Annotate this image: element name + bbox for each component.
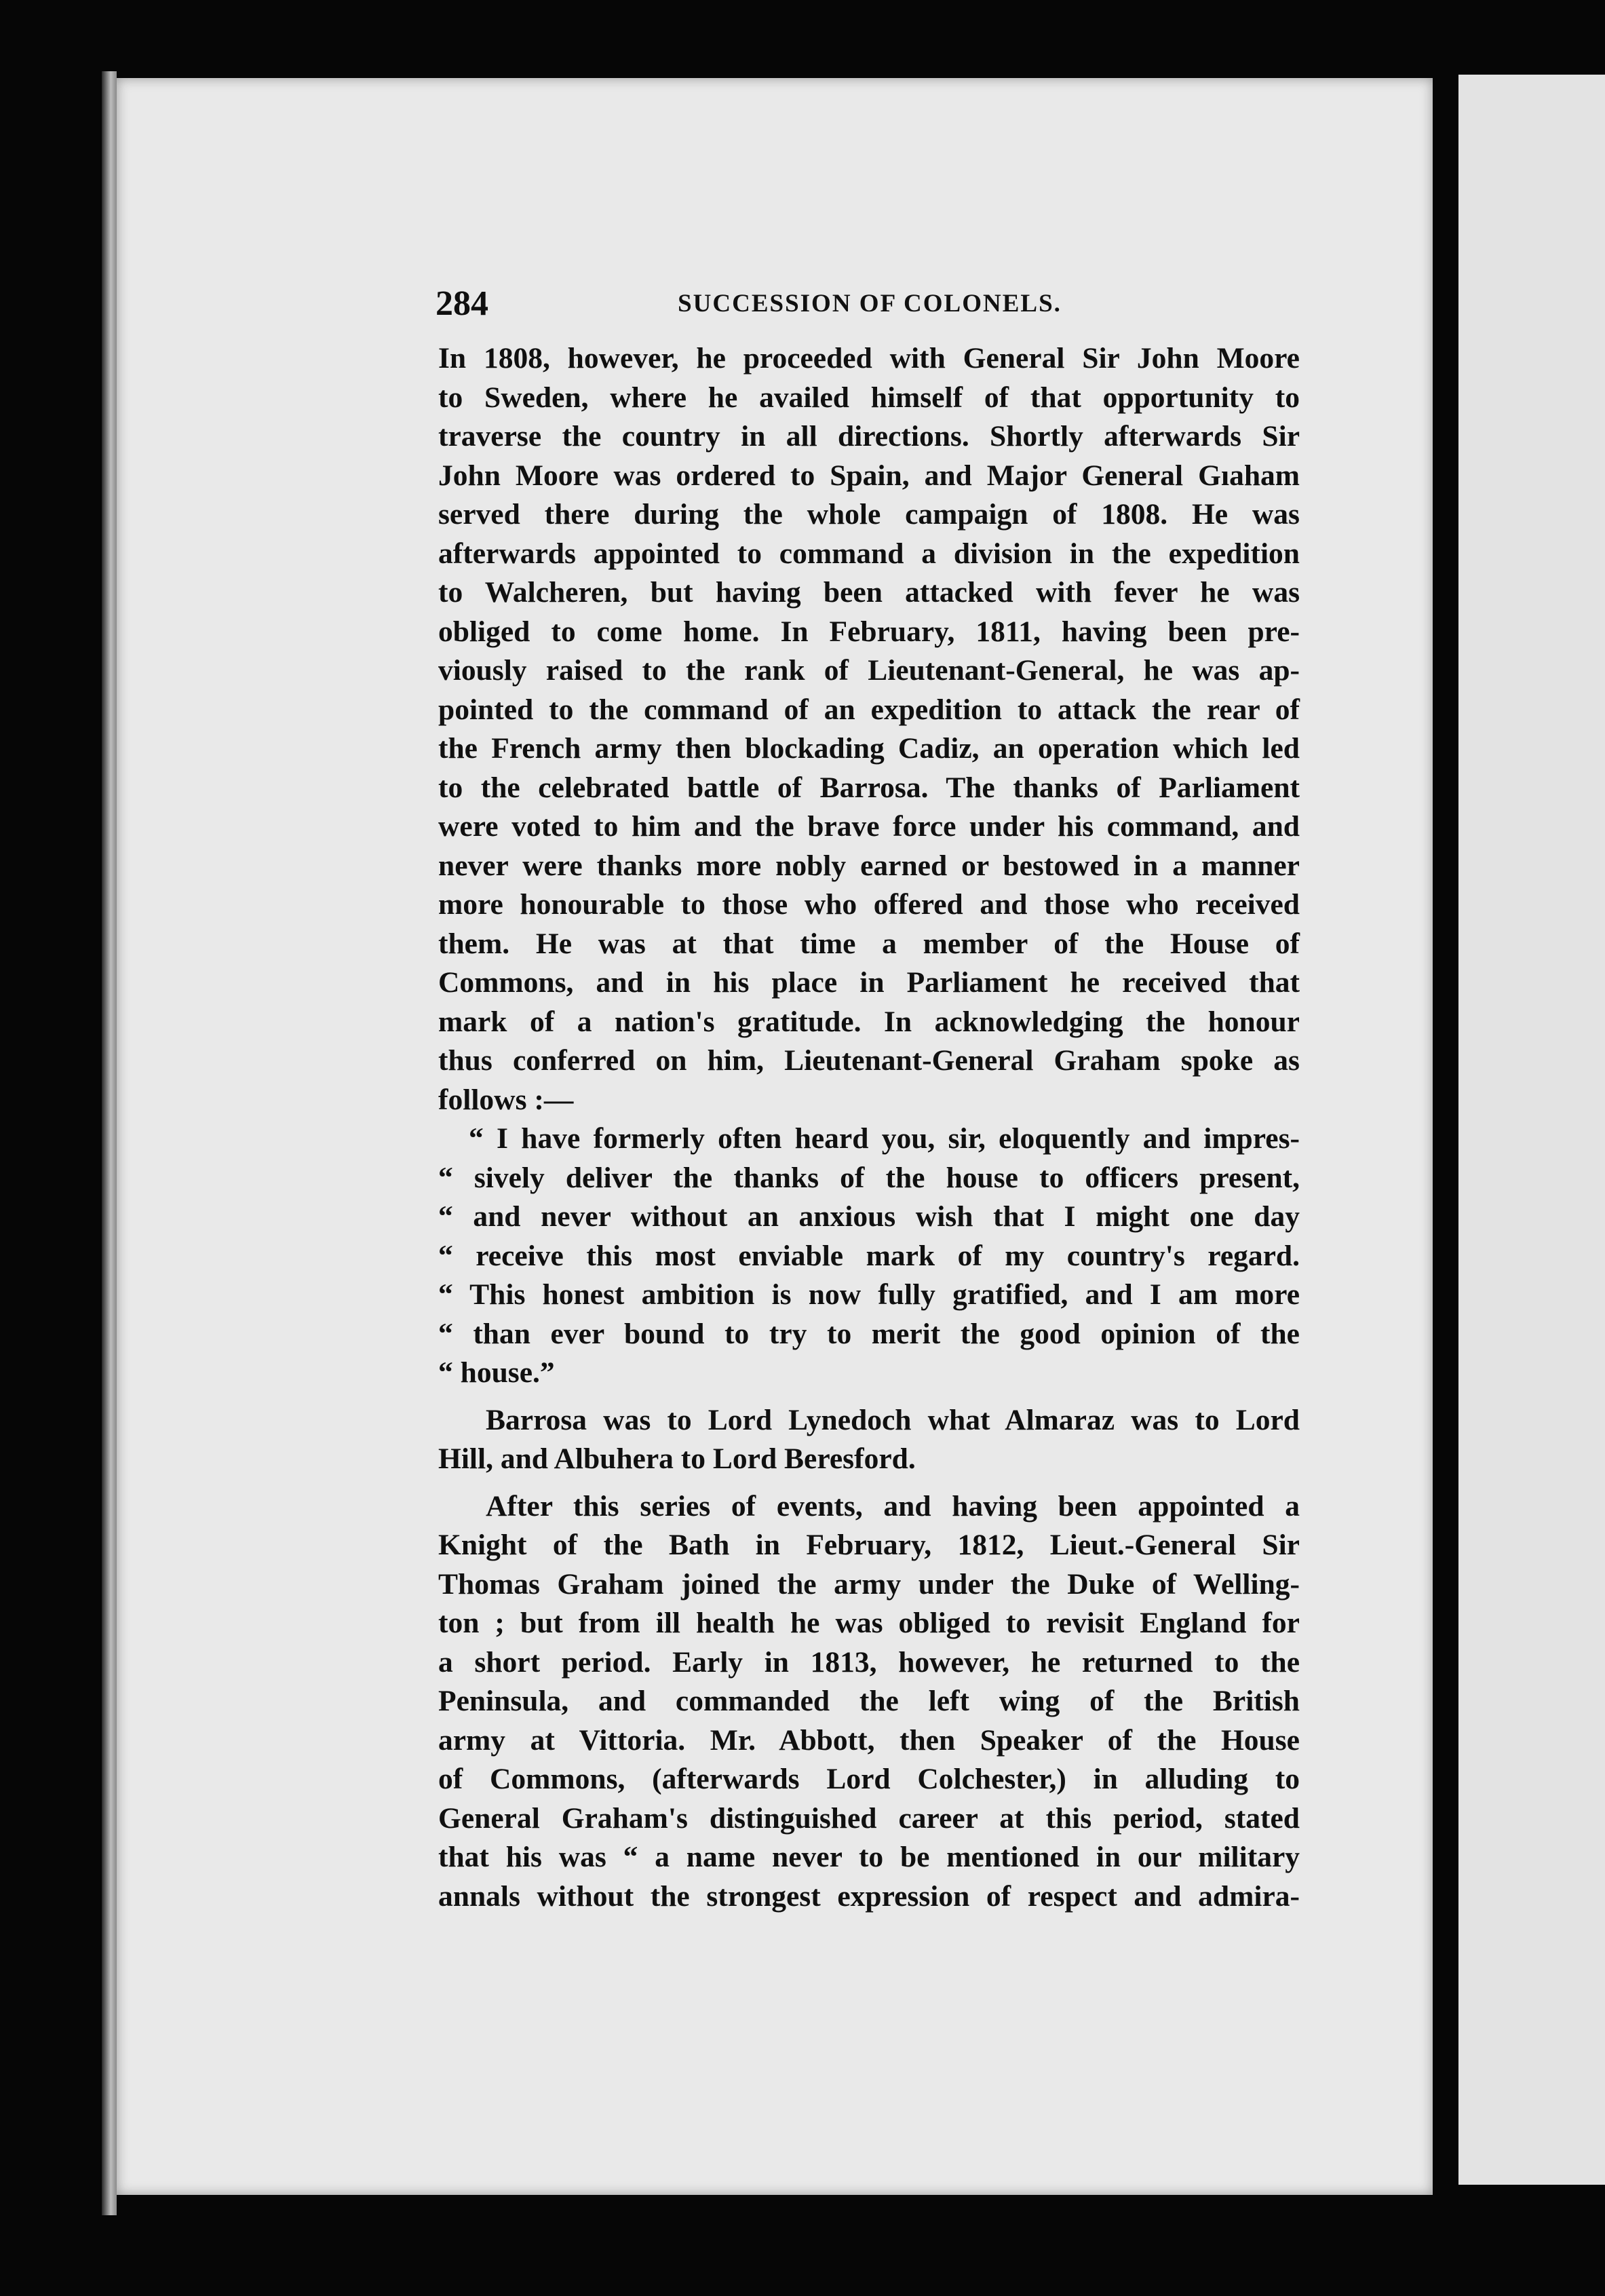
quote-line: “ sively deliver the thanks of the house to officers present, — [438, 1161, 1300, 1194]
text-line: Barrosa was to Lord Lynedoch what Almaraz was to Lord — [486, 1403, 1300, 1436]
text-line: thus conferred on him, Lieutenant-General Graham spoke as — [438, 1044, 1300, 1077]
text-line: Commons, and in his place in Parliament he received that — [438, 966, 1300, 999]
text-line: mark of a nation's gratitude. In acknowledging the honour — [438, 1005, 1300, 1038]
text-line: obliged to come home. In February, 1811, having been pre- — [438, 615, 1300, 648]
text-line: a short period. Early in 1813, however, he returned to the — [438, 1645, 1300, 1679]
text-line: afterwards appointed to command a division in the expedition — [438, 537, 1300, 570]
text-line: to Walcheren, but having been attacked with fever he was — [438, 576, 1300, 609]
text-line: In 1808, however, he proceeded with General Sir John Moore — [438, 342, 1300, 375]
quote-line: “ and never without an anxious wish that I might one day — [438, 1200, 1300, 1233]
text-line: were voted to him and the brave force under his command, and — [438, 810, 1300, 843]
text-line: more honourable to those who offered and those who received — [438, 888, 1300, 921]
text-line: army at Vittoria. Mr. Abbott, then Speaker of the House — [438, 1723, 1300, 1757]
text-line: John Moore was ordered to Spain, and Major General Gıaham — [438, 459, 1300, 492]
quote-line: “ This honest ambition is now fully gratified, and I am more — [438, 1278, 1300, 1311]
text-line: follows :— — [438, 1083, 574, 1116]
quote-line: “ house.” — [438, 1356, 555, 1389]
text-line: ton ; but from ill health he was obliged to revisit England for — [438, 1607, 1300, 1639]
text-line: the French army then blockading Cadiz, an operation which led — [438, 732, 1300, 765]
text-line: of Commons, (afterwards Lord Colchester,) in alluding to — [438, 1763, 1300, 1795]
text-line: pointed to the command of an expedition to attack the rear of — [438, 693, 1300, 726]
page-number: 284 — [436, 284, 488, 323]
text-line: Hill, and Albuhera to Lord Beresford. — [438, 1442, 916, 1475]
text-line: served there during the whole campaign of 1808. He was — [438, 498, 1300, 531]
text-line: traverse the country in all directions. Shortly afterwards Sir — [438, 420, 1300, 453]
paragraph-1 — [438, 339, 1300, 1120]
page-header — [320, 284, 1283, 331]
adjacent-page-edge — [1458, 75, 1605, 2185]
body-text — [438, 339, 1300, 1916]
text-line: Peninsula, and commanded the left wing of the British — [438, 1685, 1300, 1717]
paragraph-3 — [438, 1487, 1300, 1917]
text-line: to Sweden, where he availed himself of that opportunity to — [438, 381, 1300, 414]
text-line: viously raised to the rank of Lieutenant-General, he was ap- — [438, 654, 1300, 687]
quote-line: “ receive this most enviable mark of my country's regard. — [438, 1239, 1300, 1272]
text-line: that his was “ a name never to be mentioned in our military — [438, 1841, 1300, 1873]
text-line: General Graham's distinguished career at this period, stated — [438, 1801, 1300, 1835]
text-line: never were thanks more nobly earned or bestowed in a manner — [438, 849, 1300, 882]
text-line: Thomas Graham joined the army under the Duke of Welling- — [438, 1567, 1300, 1601]
text-line: After this series of events, and having been appointed a — [486, 1489, 1300, 1523]
quote-line: “ than ever bound to try to merit the good opinion of the — [438, 1317, 1300, 1350]
text-line: annals without the strongest expression of respect and admira- — [438, 1879, 1300, 1913]
paragraph-2 — [438, 1401, 1300, 1479]
text-line: to the celebrated battle of Barrosa. The thanks of Parliament — [438, 771, 1300, 804]
text-line: Knight of the Bath in February, 1812, Lieut.-General Sir — [438, 1529, 1300, 1561]
running-title: SUCCESSION OF COLONELS. — [678, 290, 1062, 318]
book-spine-edge — [102, 71, 117, 2215]
block-quote — [438, 1120, 1300, 1393]
text-line: them. He was at that time a member of the House of — [438, 927, 1300, 960]
quote-line: “ I have formerly often heard you, sir, eloquently and impres- — [469, 1122, 1300, 1155]
